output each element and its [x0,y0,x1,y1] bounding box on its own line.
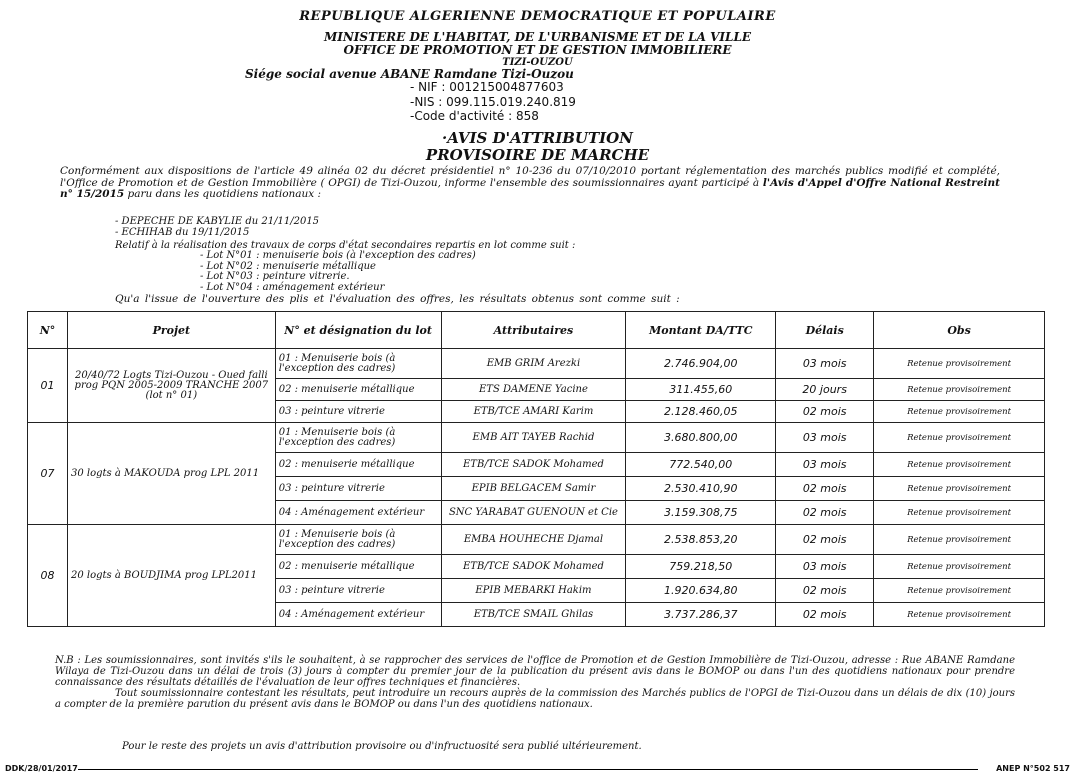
header-montant: Montant DA/TTC [626,312,776,349]
lot-designation: 01 : Menuiserie bois (à l'exception des cadres) [275,525,441,555]
montant: 2.530.410,90 [626,477,776,501]
lot-designation: 01 : Menuiserie bois (à l'exception des cadres) [275,423,441,453]
delai: 02 mois [776,401,874,423]
header-num: N° [28,312,68,349]
observation: Retenue provisoirement [874,477,1045,501]
header-attributaires: Attributaires [441,312,626,349]
delai: 03 mois [776,423,874,453]
observation: Retenue provisoirement [874,423,1045,453]
header-lot: N° et désignation du lot [275,312,441,349]
attributaire: ETS DAMENE Yacine [441,379,626,401]
lot-designation: 04 : Aménagement extérieur [275,501,441,525]
notice-title-line2: PROVISOIRE DE MARCHE [425,146,650,164]
intro-tail: paru dans les quotidiens nationaux : [124,188,322,200]
header-projet: Projet [67,312,275,349]
delai: 02 mois [776,501,874,525]
project-number: 01 [28,349,68,423]
montant: 311.455,60 [626,379,776,401]
delai: 02 mois [776,525,874,555]
lot-designation: 02 : menuiserie métallique [275,379,441,401]
lot-designation: 01 : Menuiserie bois (à l'exception des cadres) [275,349,441,379]
closing-line: Pour le reste des projets un avis d'attribution provisoire ou d'infructuosité sera publié ultérieurement. [122,741,642,752]
delai: 02 mois [776,477,874,501]
footer-rule [78,769,978,770]
attributaire: EMB GRIM Arezki [441,349,626,379]
intro-bold-reference: l'Avis d'Appel d'Offre National Restreint n° 15/2015 [60,176,1000,200]
montant: 2.746.904,00 [626,349,776,379]
attributaire: ETB/TCE AMARI Karim [441,401,626,423]
attributaire: EPIB MEBARKI Hakim [441,579,626,603]
montant: 2.128.460,05 [626,401,776,423]
lots-list [200,251,476,293]
observation: Retenue provisoirement [874,379,1045,401]
lot-item: - Lot N°01 : menuiserie bois (à l'exception des cadres) [200,250,476,261]
lot-designation: 03 : peinture vitrerie [275,579,441,603]
nb-paragraph: Tout soumissionnaire contestant les résultats, peut introduire un recours auprès de la commission des Marchés publics de l'OPGI de Tizi-Ouzou dans un délais de dix (10) jours a compter de la première parution du présent avis dans le BOMOP ou dans l'un des quotidiens nationaux. [55,688,1015,710]
montant: 3.159.308,75 [626,501,776,525]
observation: Retenue provisoirement [874,453,1045,477]
nb-section [55,655,1015,710]
republic-heading: REPUBLIQUE ALGERIENNE DEMOCRATIQUE ET POPULAIRE [299,9,776,24]
project-name: 30 logts à MAKOUDA prog LPL 2011 [67,423,275,525]
table-row [28,349,1045,379]
observation: Retenue provisoirement [874,401,1045,423]
montant: 2.538.853,20 [626,525,776,555]
lot-designation: 03 : peinture vitrerie [275,477,441,501]
montant: 3.737.286,37 [626,603,776,627]
intro-paragraph [60,166,1000,201]
attributaire: SNC YARABAT GUENOUN et Cie [441,501,626,525]
nis-line: -NIS : 099.115.019.240.819 [410,95,576,109]
office-heading: OFFICE DE PROMOTION ET DE GESTION IMMOBILIERE [343,43,732,57]
attributaire: ETB/TCE SADOK Mohamed [441,555,626,579]
observation: Retenue provisoirement [874,349,1045,379]
observation: Retenue provisoirement [874,579,1045,603]
attributaire: ETB/TCE SMAIL Ghilas [441,603,626,627]
source-newspaper-2: - ECHIHAB du 19/11/2015 [115,227,250,238]
intro-text: Conformément aux dispositions de l'article 49 alinéa 02 du décret présidentiel n° 10-236 du 07/10/2010 portant réglementation des marchés publics modifié et complété, l'Office de Promotion et de Gestion Immobilière ( OPGI) de Tizi-Ouzou, informe l'ensemble des soumissionnaires ayant participé à [60,165,1000,189]
relatif-line: Relatif à la réalisation des travaux de corps d'état secondaires repartis en lot comme suit : [115,240,576,251]
project-number: 07 [28,423,68,525]
table-header-row [28,312,1045,349]
attributaire: ETB/TCE SADOK Mohamed [441,453,626,477]
lot-item: - Lot N°04 : aménagement extérieur [200,281,385,293]
lot-designation: 02 : menuiserie métallique [275,453,441,477]
attributaire: EPIB BELGACEM Samir [441,477,626,501]
observation: Retenue provisoirement [874,603,1045,627]
observation: Retenue provisoirement [874,501,1045,525]
attributaire: EMB AIT TAYEB Rachid [441,423,626,453]
delai: 03 mois [776,555,874,579]
nb-paragraph: N.B : Les soumissionnaires, sont invités s'ils le souhaitent, à se rapprocher des services de l'office de Promotion et de Gestion Immobilière de Tizi-Ouzou, adresse : Rue ABANE Ramdane Wilaya de Tizi-Ouzou dans un délai de trois (3) jours à compter du premier jour de la publication du présent avis dans le BOMOP ou dans l'un des quotidiens nationaux pour prendre connaissance des résultats détaillés de l'évaluation de leur offres techniques et financières. [55,655,1015,688]
activity-code-line: -Code d'activité : 858 [410,109,539,123]
attributaire: EMBA HOUHECHE Djamal [441,525,626,555]
footer-anep-number: ANEP N°502 517 [996,764,1070,773]
montant: 759.218,50 [626,555,776,579]
header-delais: Délais [776,312,874,349]
lot-designation: 03 : peinture vitrerie [275,401,441,423]
observation: Retenue provisoirement [874,555,1045,579]
notice-title-line1: ·AVIS D'ATTRIBUTION [442,129,633,147]
delai: 03 mois [776,453,874,477]
results-intro-line: Qu'a l'issue de l'ouverture des plis et l'évaluation des offres, les résultats obtenus sont comme suit : [115,293,680,305]
footer-reference: DDK/28/01/2017 [5,764,78,773]
lot-item: - Lot N°03 : peinture vitrerie. [200,271,350,282]
table-row [28,423,1045,453]
table-row [28,525,1045,555]
lot-designation: 02 : menuiserie métallique [275,555,441,579]
header-obs: Obs [874,312,1045,349]
project-number: 08 [28,525,68,627]
montant: 1.920.634,80 [626,579,776,603]
observation: Retenue provisoirement [874,525,1045,555]
project-name: 20/40/72 Logts Tizi-Ouzou - Oued falli prog PQN 2005-2009 TRANCHE 2007 (lot n° 01) [67,349,275,423]
source-newspaper-1: - DEPECHE DE KABYLIE du 21/11/2015 [115,216,320,227]
lot-item: - Lot N°02 : menuiserie métallique [200,260,376,272]
delai: 03 mois [776,349,874,379]
project-name: 20 logts à BOUDJIMA prog LPL2011 [67,525,275,627]
delai: 20 jours [776,379,874,401]
montant: 772.540,00 [626,453,776,477]
nif-line: - NIF : 001215004877603 [410,80,564,94]
montant: 3.680.800,00 [626,423,776,453]
delai: 02 mois [776,579,874,603]
delai: 02 mois [776,603,874,627]
lot-designation: 04 : Aménagement extérieur [275,603,441,627]
results-table [27,311,1045,627]
ministry-heading: MINISTERE DE L'HABITAT, DE L'URBANISME ET DE LA VILLE [323,30,752,44]
city-heading: TIZI-OUZOU [502,57,573,68]
address-line: Siége social avenue ABANE Ramdane Tizi-Ouzou [245,67,574,81]
